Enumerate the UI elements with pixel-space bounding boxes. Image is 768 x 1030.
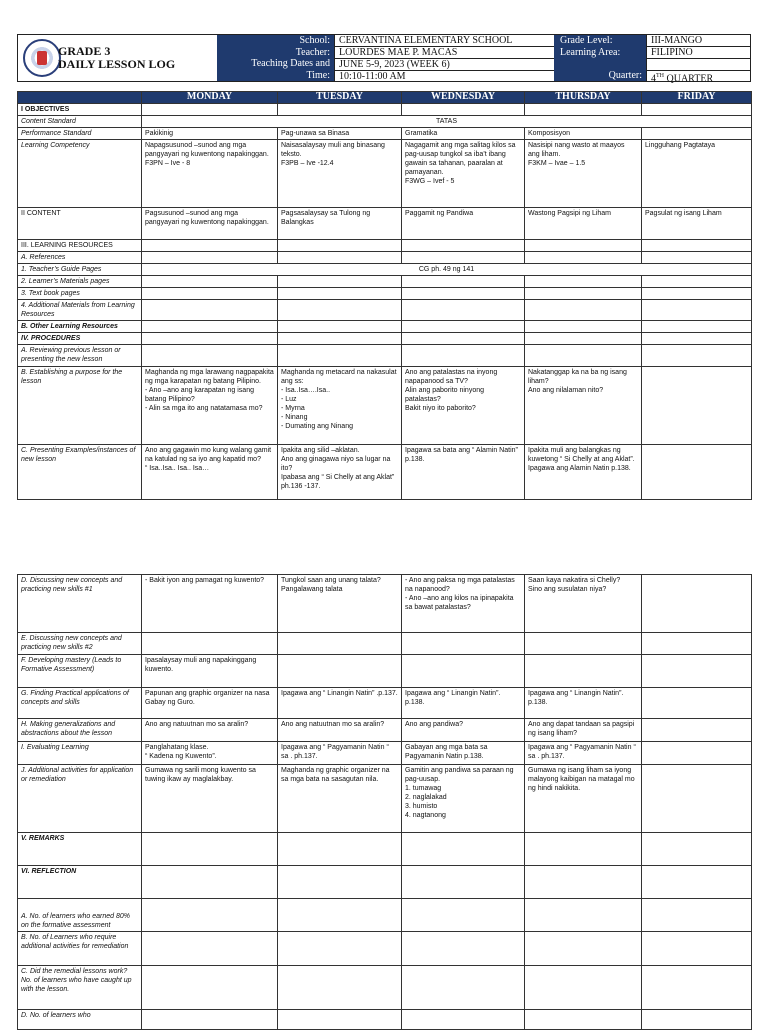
pd-tuesday: Tungkol saan ang unang talata?Pangalawang talata: [278, 575, 402, 633]
procedure-g-label: G. Finding Practical applications of concepts and skills: [18, 688, 142, 719]
other-resources-label: B. Other Learning Resources: [18, 321, 142, 333]
objectives-row: [18, 104, 752, 116]
reflection-d-row: [18, 1010, 752, 1030]
procedure-c-label: C. Presenting Examples/instances of new lesson: [18, 445, 142, 500]
objectives-label: I OBJECTIVES: [18, 104, 142, 116]
procedure-j-label: J. Additional activities for application or remediation: [18, 765, 142, 833]
pd-thursday: Saan kaya nakatira si Chelly? Sino ang susulatan niya?: [525, 575, 642, 633]
performance-standard-label: Performance Standard: [18, 128, 142, 140]
pi-tuesday: Ipagawa ang “ Pagyamanin Natin “ sa . ph.137.: [278, 742, 402, 765]
header-title: [58, 45, 175, 71]
pc-friday: [642, 445, 752, 500]
header-labels-right: [554, 35, 646, 81]
grade-label: GRADE 3: [58, 44, 111, 58]
pf-friday: [642, 655, 752, 688]
learning-area-value: FILIPINO: [646, 47, 750, 59]
ph-monday: Ano ang natuutnan mo sa aralin?: [142, 719, 278, 742]
blank-value: [646, 59, 750, 71]
pg-monday: Papunan ang graphic organizer na nasa Gabay ng Guro.: [142, 688, 278, 719]
pi-friday: [642, 742, 752, 765]
procedure-c-row: [18, 445, 752, 500]
header-labels-left: [217, 35, 334, 81]
procedure-f-label: F. Developing mastery (Leads to Formative Assessment): [18, 655, 142, 688]
day-wednesday: WEDNESDAY: [402, 92, 525, 104]
performance-standard-row: [18, 128, 752, 140]
procedure-h-row: [18, 719, 752, 742]
learning-competency-row: [18, 140, 752, 208]
log-title: DAILY LESSON LOG: [58, 57, 176, 71]
procedures-row: [18, 333, 752, 345]
pc-thursday: Ipakita muli ang balangkas ng kuwetong “ Si Chelly at ang Aklat”. Ipagawa ang Alamin Natin p.138.: [525, 445, 642, 500]
pb-thursday: Nakatanggap ka na ba ng isang liham? Ano ang nilalaman nito?: [525, 367, 642, 445]
resources-row: [18, 240, 752, 252]
reflection-c-label: C. Did the remedial lessons work? No. of learners who have caught up with the lesson.: [18, 966, 142, 1010]
pj-thursday: Gumawa ng isang liham sa iyong malayong kaibigan na matagal mo ng hindi nakikita.: [525, 765, 642, 833]
procedure-b-row: [18, 367, 752, 445]
pg-tuesday: Ipagawa ang “ Linangin Natin” .p.137.: [278, 688, 402, 719]
ps-wednesday: Gramatika: [402, 128, 525, 140]
lc-wednesday: Nagagamit ang mga salitag kilos sa pag-uusap tungkol sa iba’t ibang gawain sa tahanan, paaralan at pamayanan. F3WG – Ivef - 5: [402, 140, 525, 208]
learning-competency-label: Learning Competency: [18, 140, 142, 208]
day-thursday: THURSDAY: [525, 92, 642, 104]
pf-tuesday: [278, 655, 402, 688]
pj-friday: [642, 765, 752, 833]
day-monday: MONDAY: [142, 92, 278, 104]
pi-thursday: Ipagawa ang “ Pagyamanin Natin “ sa . ph.137.: [525, 742, 642, 765]
header-values-left: [334, 35, 554, 81]
ps-thursday: Komposisyon: [525, 128, 642, 140]
learning-area-label: Learning Area:: [560, 46, 621, 58]
time-value: 10:10-11:00 AM: [334, 71, 554, 82]
learners-materials-label: 2. Learner’s Materials pages: [18, 276, 142, 288]
content-label: II CONTENT: [18, 208, 142, 240]
lc-thursday: Nasisipi nang wasto at maayos ang liham. F3KM – Ivae – 1.5: [525, 140, 642, 208]
pc-monday: Ano ang gagawin mo kung walang gamit na katulad ng sa iyo ang kapatid mo? “ Isa..Isa.. Isa.. Isa…: [142, 445, 278, 500]
ps-monday: Pakikinig: [142, 128, 278, 140]
references-label: A. References: [18, 252, 142, 264]
lc-friday: Lingguhang Pagtataya: [642, 140, 752, 208]
pj-wednesday: Gamitin ang pandiwa sa paraan ng pag-uusap. 1. tumawag 2. naglalakad 3. humisto 4. nagtanong: [402, 765, 525, 833]
ps-tuesday: Pag-unawa sa Binasa: [278, 128, 402, 140]
dates-value: JUNE 5-9, 2023 (WEEK 6): [334, 59, 554, 71]
teachers-guide-value: CG ph. 49 ng 141: [142, 264, 752, 276]
pf-wednesday: [402, 655, 525, 688]
reflection-c-row: [18, 966, 752, 1010]
corner-cell: [18, 92, 142, 104]
procedure-i-row: [18, 742, 752, 765]
teachers-guide-row: [18, 264, 752, 276]
ps-friday: [642, 128, 752, 140]
ct-wednesday: Paggamit ng Pandiwa: [402, 208, 525, 240]
pd-wednesday: - Ano ang paksa ng mga patalastas na napanood? - Ano –ano ang kilos na ipinapakita sa bawat patalastas?: [402, 575, 525, 633]
remarks-row: [18, 833, 752, 866]
pj-monday: Gumawa ng sarili mong kuwento sa tuwing ikaw ay maglalakbay.: [142, 765, 278, 833]
ph-wednesday: Ano ang pandiwa?: [402, 719, 525, 742]
day-header-row: [18, 92, 752, 104]
content-standard-row: [18, 116, 752, 128]
ph-thursday: Ano ang dapat tandaan sa pagsipi ng isang liham?: [525, 719, 642, 742]
blank-label: [554, 58, 646, 70]
lesson-log-header: [17, 34, 751, 85]
pb-tuesday: Maghanda ng metacard na nakasulat ang ss: - Isa..Isa….Isa.. - Luz - Myrna - Ninang - Dumating ang Ninang: [278, 367, 402, 445]
pi-wednesday: Gabayan ang mga bata sa Pagyamanin Natin p.138.: [402, 742, 525, 765]
ct-friday: Pagsulat ng isang Liham: [642, 208, 752, 240]
additional-materials-row: [18, 300, 752, 321]
quarter-label: Quarter:: [608, 69, 642, 81]
quarter-suffix: TH: [656, 73, 664, 79]
teachers-guide-label: 1. Teacher’s Guide Pages: [18, 264, 142, 276]
pb-friday: [642, 367, 752, 445]
procedure-a-row: [18, 345, 752, 367]
procedure-i-label: I. Evaluating Learning: [18, 742, 142, 765]
remarks-label: V. REMARKS: [18, 833, 142, 866]
procedure-j-row: [18, 765, 752, 833]
reflection-b-row: [18, 932, 752, 966]
pd-monday: - Bakit iyon ang pamagat ng kuwento?: [142, 575, 278, 633]
procedure-f-row: [18, 655, 752, 688]
lesson-log-table-page2: [17, 574, 752, 1030]
textbook-label: 3. Text book pages: [18, 288, 142, 300]
grade-level-label: Grade Level:: [560, 35, 613, 46]
content-row: [18, 208, 752, 240]
procedure-g-row: [18, 688, 752, 719]
pb-monday: Maghanda ng mga larawang nagpapakita ng mga karapatan ng batang Pilipino. - Ano –ano ang karapatan ng isang batang Pilipino? - Alin sa mga ito ang natatamasa mo?: [142, 367, 278, 445]
ct-thursday: Wastong Pagsipi ng Liham: [525, 208, 642, 240]
reflection-b-label: B. No. of Learners who require additional activities for remediation: [18, 932, 142, 966]
day-friday: FRIDAY: [642, 92, 752, 104]
pf-thursday: [525, 655, 642, 688]
lc-tuesday: Naisasalaysay muli ang binasang teksto. F3PB – Ive -12.4: [278, 140, 402, 208]
quarter-word: QUARTER: [664, 73, 714, 85]
quarter-number: 4: [651, 73, 656, 85]
pc-tuesday: Ipakita ang silid –aklatan. Ano ang ginagawa niyo sa lugar na ito? Ipabasa ang “ Si Chelly at ang Aklat” ph.136 -137.: [278, 445, 402, 500]
deped-seal-icon: [23, 39, 61, 77]
references-row: [18, 252, 752, 264]
reflection-row: [18, 866, 752, 899]
procedure-b-label: B. Establishing a purpose for the lesson: [18, 367, 142, 445]
reflection-d-label: D. No. of learners who: [18, 1010, 142, 1030]
pb-wednesday: Ano ang patalastas na inyong napapanood sa TV? Alin ang paborito ninyong patalastas? Bakit niyo ito paborito?: [402, 367, 525, 445]
learners-materials-row: [18, 276, 752, 288]
pi-monday: Panglahatang klase. “ Kadena ng Kuwento”.: [142, 742, 278, 765]
pf-monday: Ipasalaysay muli ang napakinggang kuwento.: [142, 655, 278, 688]
reflection-a-row: [18, 899, 752, 932]
quarter-value: [646, 71, 750, 85]
pd-friday: [642, 575, 752, 633]
additional-materials-label: 4. Additional Materials from Learning Resources: [18, 300, 142, 321]
ph-tuesday: Ano ang natuutnan mo sa aralin?: [278, 719, 402, 742]
school-value: CERVANTINA ELEMENTARY SCHOOL: [334, 35, 554, 47]
ph-friday: [642, 719, 752, 742]
content-standard-value: TATAS: [142, 116, 752, 128]
other-resources-row: [18, 321, 752, 333]
pc-wednesday: Ipagawa sa bata ang “ Alamin Natin” p.138.: [402, 445, 525, 500]
reflection-a-label: A. No. of learners who earned 80% on the formative assessment: [18, 899, 142, 932]
pg-thursday: Ipagawa ang “ Linangin Natin”. p.138.: [525, 688, 642, 719]
procedure-h-label: H. Making generalizations and abstractions about the lesson: [18, 719, 142, 742]
grade-level-value: III-MANGO: [646, 35, 750, 47]
procedures-label: IV. PROCEDURES: [18, 333, 142, 345]
resources-label: III. LEARNING RESOURCES: [18, 240, 142, 252]
pg-friday: [642, 688, 752, 719]
ct-tuesday: Pagsasalaysay sa Tulong ng Balangkas: [278, 208, 402, 240]
teacher-value: LOURDES MAE P. MACAS: [334, 47, 554, 59]
pg-wednesday: Ipagawa ang “ Linangin Natin”. p.138.: [402, 688, 525, 719]
dates-label: Teaching Dates and: [251, 58, 330, 69]
textbook-row: [18, 288, 752, 300]
ct-monday: Pagsusunod –sunod ang mga pangyayari ng kuwentong napakinggan.: [142, 208, 278, 240]
reflection-label: VI. REFLECTION: [18, 866, 142, 899]
header-values-right: [646, 35, 750, 85]
procedure-e-row: [18, 633, 752, 655]
procedure-a-label: A. Reviewing previous lesson or presenting the new lesson: [18, 345, 142, 367]
pj-tuesday: Maghanda ng graphic organizer na sa mga bata na sasagutan nila.: [278, 765, 402, 833]
procedure-e-label: E. Discussing new concepts and practicing new skills #2: [18, 633, 142, 655]
day-tuesday: TUESDAY: [278, 92, 402, 104]
content-standard-label: Content Standard: [18, 116, 142, 128]
school-label: School:: [299, 35, 330, 46]
teacher-label: Teacher:: [295, 46, 330, 58]
procedure-d-row: [18, 575, 752, 633]
time-label: Time:: [306, 69, 330, 81]
lesson-log-table-page1: [17, 91, 752, 500]
procedure-d-label: D. Discussing new concepts and practicing new skills #1: [18, 575, 142, 633]
lc-monday: Napagsusunod –sunod ang mga pangyayari ng kuwentong napakinggan. F3PN – Ive - 8: [142, 140, 278, 208]
